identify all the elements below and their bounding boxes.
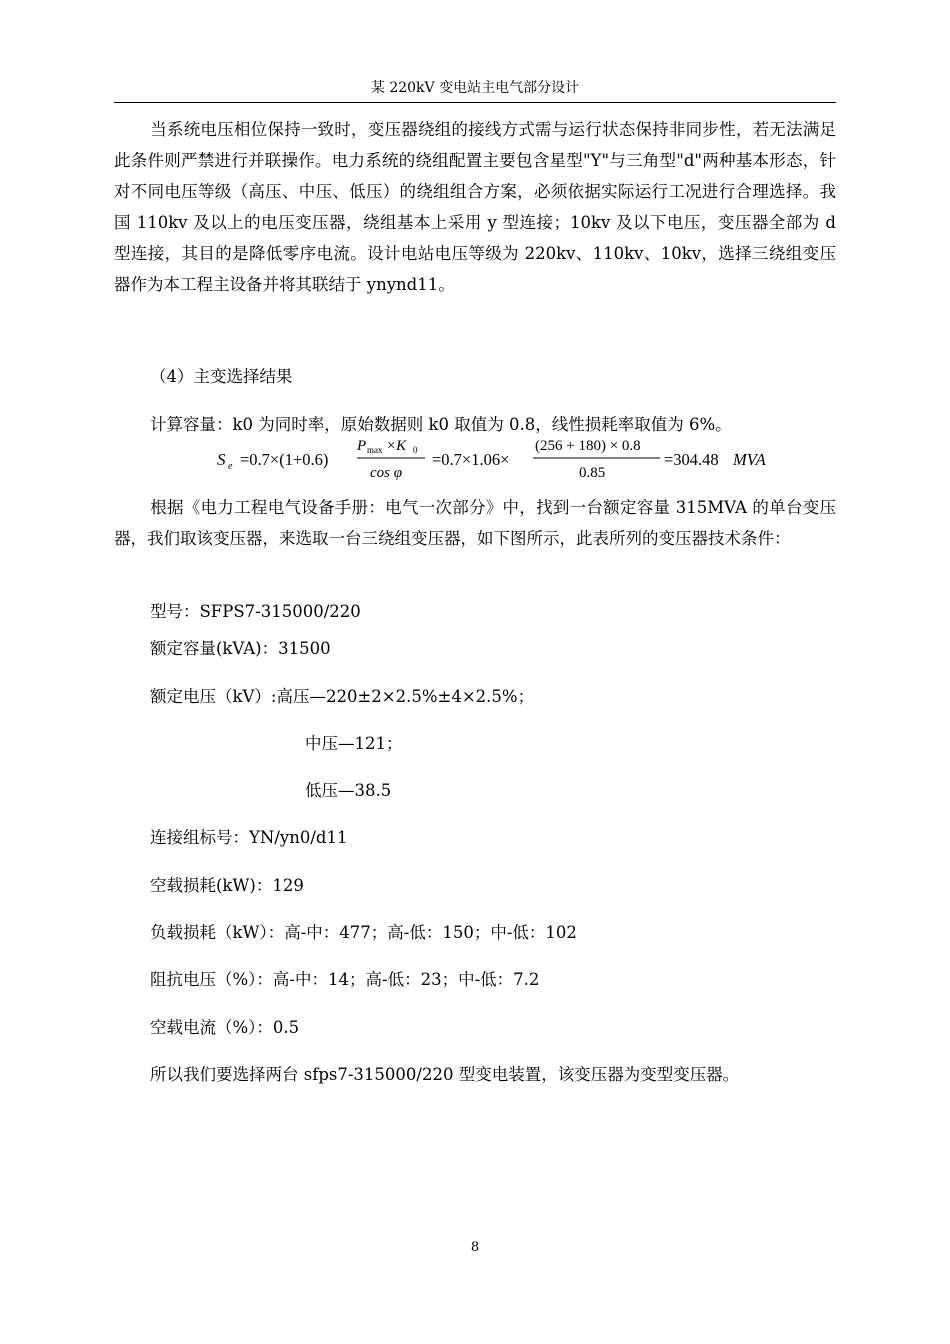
formula-num1-rest: ×K	[386, 438, 407, 454]
formula-lhs-sub: e	[228, 461, 233, 472]
formula-lhs: S	[217, 450, 226, 469]
formula-result: =304.48	[664, 450, 719, 469]
spec-capacity: 额定容量(kVA)：31500	[150, 639, 331, 658]
spec-voltage-mid: 中压—121；	[305, 734, 403, 753]
paragraph-handbook	[114, 492, 836, 554]
conclusion: 所以我们要选择两台 sfps7-315000/220 型变电装置，该变压器为变型变压器。	[150, 1065, 740, 1084]
spec-voltage-low: 低压—38.5	[305, 781, 392, 800]
formula-den1: cos φ	[370, 465, 403, 481]
paragraph-text: 当系统电压相位保持一致时，变压器绕组的接线方式需与运行状态保持非同步性，若无法满足此条件则严禁进行并联操作。电力系统的绕组配置主要包含星型"Y"与三角型"d"两种基本形态，针对不同电压等级（高压、中压、低压）的绕组组合方案，必须依据实际运行工况进行合理选择。我国 110kv 及以上的电压变压器，绕组基本上采用 y 型连接；10kv 及以下电压，变压器全部为 d 型连接，其目的是降低零序电流。设计电站电压等级为 220kv、110kv、10kv，选择三绕组变压器作为本工程主设备并将其联结于 ynynd11。	[114, 120, 836, 294]
paragraph-text: 根据《电力工程电气设备手册：电气一次部分》中，找到一台额定容量 315MVA 的单台变压器，我们取该变压器，来选取一台三绕组变压器，如下图所示，此表所列的变压器技术条件：	[114, 498, 836, 548]
formula-unit: MVA	[733, 450, 766, 469]
spec-no-load-current: 空载电流（%）：0.5	[150, 1018, 300, 1037]
formula-den2: 0.85	[579, 465, 606, 481]
spec-connection: 连接组标号：YN/yn0/d11	[150, 828, 348, 847]
calc-intro: 计算容量：k0 为同时率，原始数据则 k0 取值为 0.8，线性损耗率取值为 6%。	[150, 415, 732, 434]
formula-num1-sub2: 0	[413, 445, 418, 455]
formula-num1: P	[357, 438, 367, 454]
spec-impedance: 阻抗电压（%）：高-中：14；高-低：23；中-低：7.2	[150, 970, 540, 989]
formula-num1-sub: max	[367, 445, 383, 455]
spec-model: 型号：SFPS7-315000/220	[150, 602, 361, 621]
formula-eq1: =0.7×(1+0.6)	[240, 450, 329, 469]
capacity-formula	[215, 432, 815, 482]
formula-num2: (256 + 180) × 0.8	[535, 438, 641, 454]
page-number: 8	[470, 1240, 480, 1255]
spec-no-load-loss: 空载损耗(kW)：129	[150, 876, 304, 895]
formula-eq2: =0.7×1.06×	[432, 450, 510, 469]
page-header: 某 220kV 变电站主电气部分设计	[370, 80, 580, 96]
section-heading: （4）主变选择结果	[150, 367, 293, 386]
spec-load-loss: 负载损耗（kW）：高-中：477；高-低：150；中-低：102	[150, 923, 577, 942]
header-rule	[114, 102, 836, 103]
spec-voltage-high: 额定电压（kV）:高压—220±2×2.5%±4×2.5%；	[150, 687, 535, 706]
paragraph-winding-connection	[114, 114, 836, 300]
formula-svg	[215, 432, 815, 482]
